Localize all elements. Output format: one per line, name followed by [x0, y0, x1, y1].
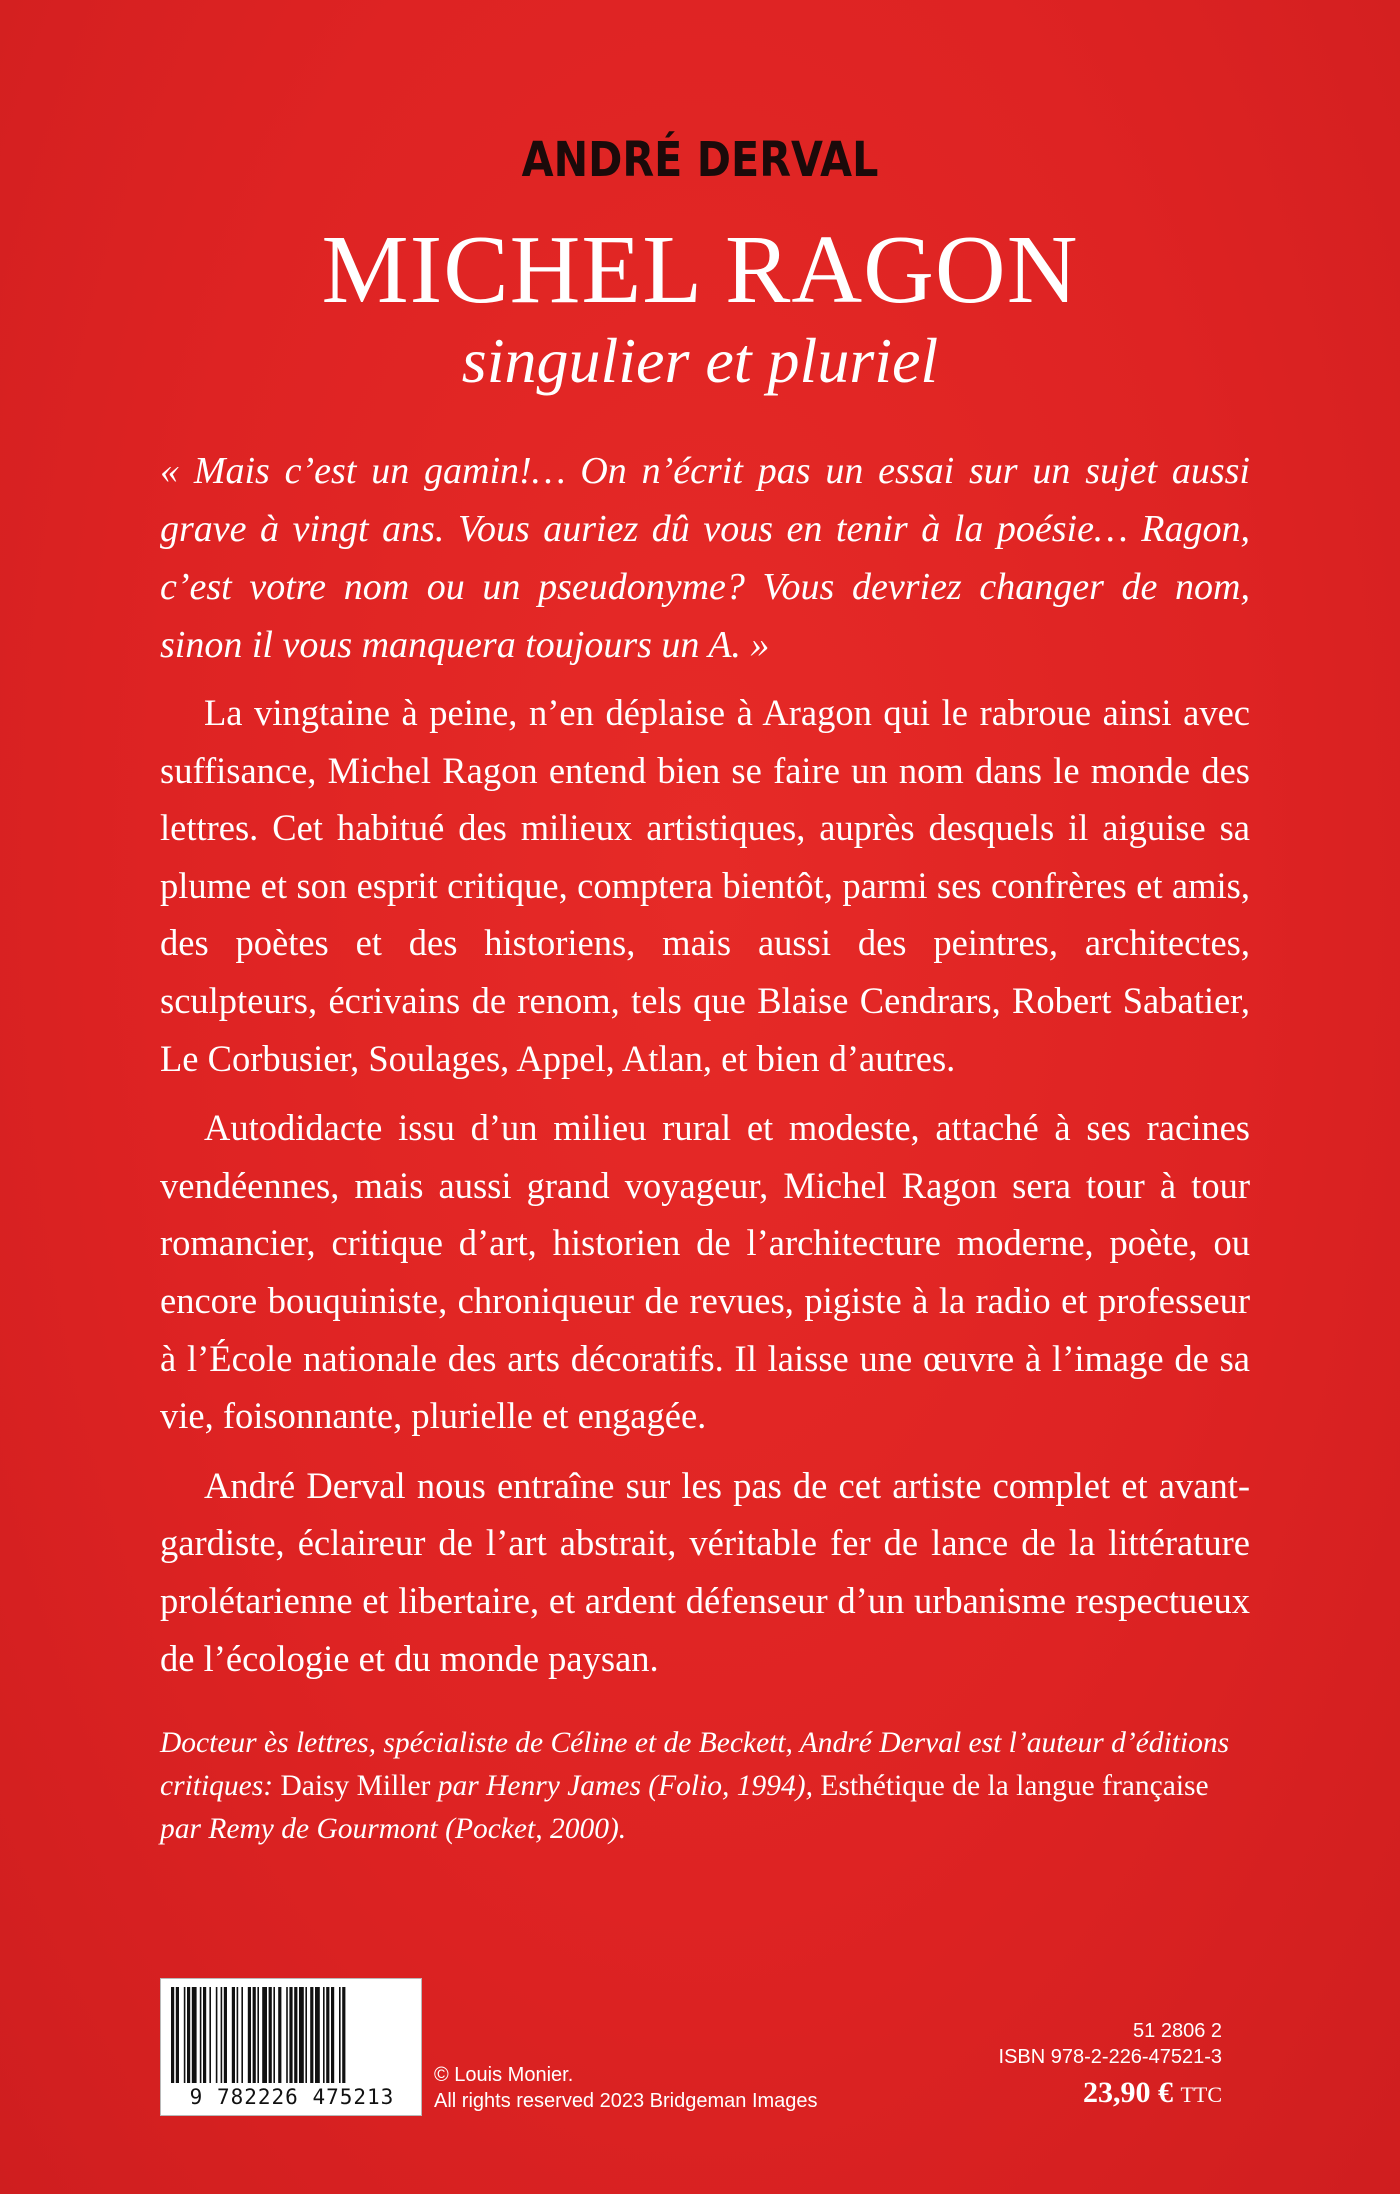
isbn: ISBN 978-2-226-47521-3 — [998, 2046, 1222, 2068]
bio-book-2: Esthétique de la langue française — [820, 1770, 1209, 1802]
book-subtitle: singulier et pluriel — [461, 325, 939, 396]
blurb-paragraph-1: La vingtaine à peine, n’en déplaise à Aragon qui le rabroue ainsi avec suffisance, Michel Ragon entend bien se faire un nom dans le monde des lettres. Cet habitué des milieux artistiques, auprès desquels il aiguise sa plume et son esprit critique, comptera bientôt, parmi ses confrères et amis, des poètes et des historiens, mais aussi des peintres, architectes, sculpteurs, écrivains de renom, tels que Blaise Cendrars, Robert Sabatier, Le Corbusier, Soulages, Appel, Atlan, et bien d’autres. — [160, 692, 1250, 1079]
product-code: 51 2806 2 — [1133, 2020, 1222, 2042]
bio-book-1: Daisy Miller — [280, 1770, 431, 1802]
aragon-quote: « Mais c’est un gamin!… On n’écrit pas un essai sur un sujet aussi grave à vingt ans. Vous auriez dû vous en tenir à la poésie… Ragon, c’est votre nom ou un pseudonyme? Vous devriez changer de nom, sinon il vous manquera toujours un A. » — [160, 450, 1250, 666]
blurb-paragraph-2: Autodidacte issu d’un milieu rural et modeste, attaché à ses racines vendéennes, mais aussi grand voyageur, Michel Ragon sera tour à tour romancier, critique d’art, historien de l’architecture moderne, poète, ou encore bouquiniste, chroniqueur de revues, pigiste à la radio et professeur à l’École nationale des arts décoratifs. Il laisse une œuvre à l’image de sa vie, foisonnante, plurielle et engagée. — [160, 1107, 1250, 1437]
author-bio — [160, 1722, 1250, 1851]
barcode — [160, 1978, 422, 2116]
price-amount: 23,90 € — [1082, 2076, 1173, 2109]
credit-line-2: All rights reserved 2023 Bridgeman Images — [434, 2090, 818, 2112]
price-block — [999, 2018, 1222, 2112]
bio-text-1: Docteur ès lettres, spécialiste de Céline et de Beckett, André Derval est l’auteur d’éditions critiques: — [160, 1727, 1230, 1802]
price-suffix: TTC — [1180, 2082, 1222, 2107]
book-title: MICHEL RAGON — [321, 216, 1079, 324]
credit-line-1: © Louis Monier. — [434, 2064, 574, 2086]
bio-text-2: par Henry James (Folio, 1994), — [437, 1770, 813, 1802]
blurb — [160, 684, 1250, 1699]
photo-credit — [434, 2062, 818, 2114]
barcode-bars-icon — [169, 1987, 415, 2083]
price — [999, 2076, 1222, 2112]
bio-text-3: par Remy de Gourmont (Pocket, 2000). — [160, 1813, 627, 1845]
blurb-paragraph-3: André Derval nous entraîne sur les pas de cet artiste complet et avant-gardiste, éclaireur de l’art abstrait, véritable fer de lance de la littérature prolétarienne et libertaire, et ardent défenseur d’un urbanisme respectueux de l’écologie et du monde paysan. — [160, 1464, 1250, 1679]
author-name: ANDRÉ DERVAL — [521, 132, 879, 188]
barcode-digits: 9 782226 475213 — [189, 2085, 395, 2109]
